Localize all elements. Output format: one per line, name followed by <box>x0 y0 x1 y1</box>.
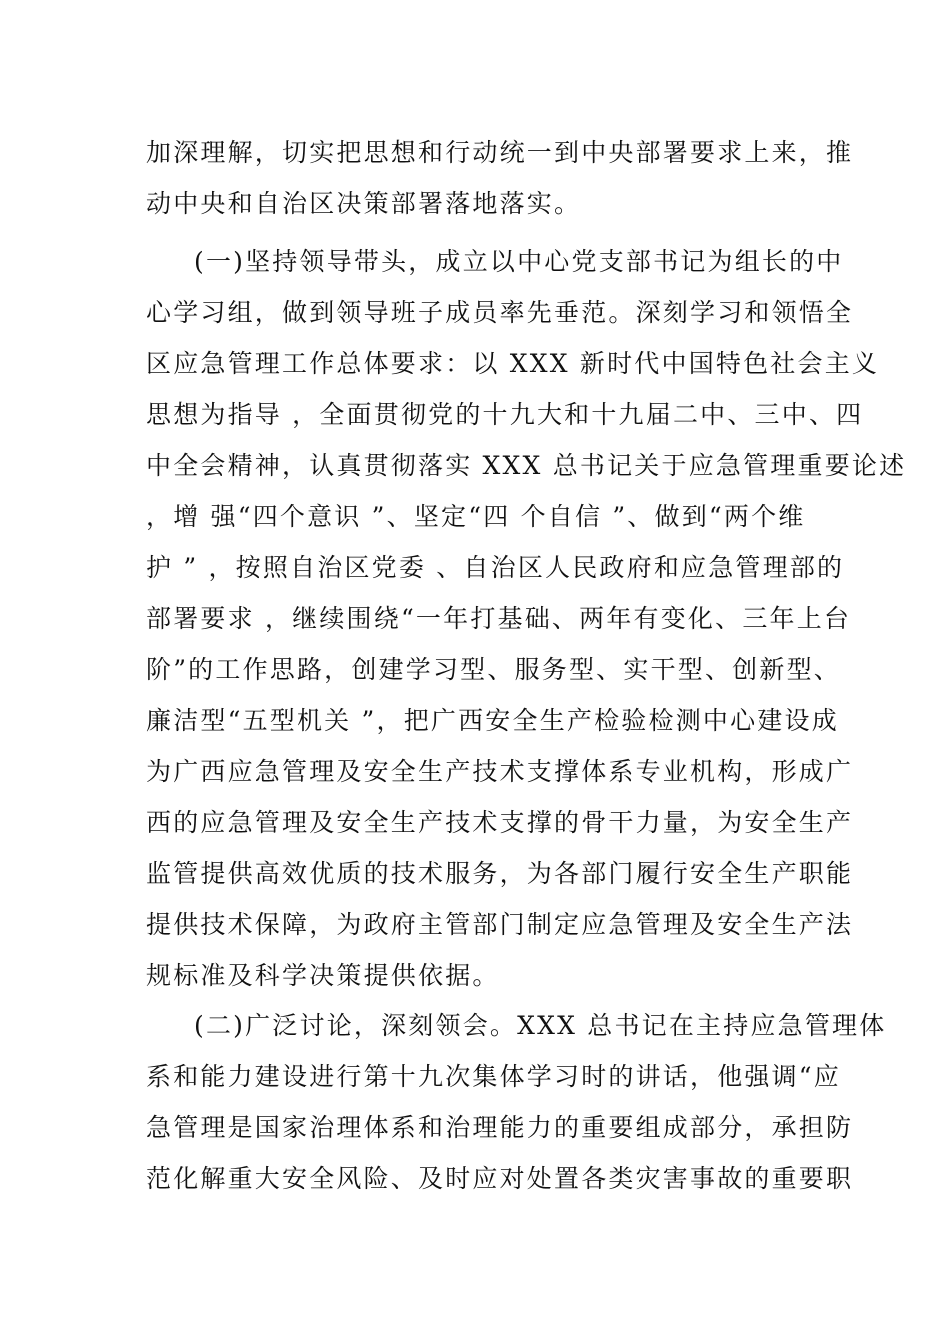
text-line: 提供技术保障，为政府主管部门制定应急管理及安全生产法 <box>146 910 854 939</box>
text-line: ，增 强“四个意识 ”、坚定“四 个自信 ”、做到“两个维 <box>146 502 806 531</box>
text-line: 部署要求 ，继续围绕“一年打基础、两年有变化、三年上台 <box>146 604 852 633</box>
text-line: 中全会精神，认真贯彻落实 XXX 总书记关于应急管理重要论述 <box>146 451 907 480</box>
text-line: 系和能力建设进行第十九次集体学习时的讲话，他强调“应 <box>146 1062 841 1091</box>
text-line: 心学习组，做到领导班子成员率先垂范。深刻学习和领悟全 <box>146 298 854 327</box>
text-line: 护 ” ，按照自治区党委 、自治区人民政府和应急管理部的 <box>146 553 845 582</box>
text-line: 范化解重大安全风险、及时应对处置各类灾害事故的重要职 <box>146 1164 854 1193</box>
text-line: 思想为指导 ，全面贯彻党的十九大和十九届二中、三中、四 <box>146 400 864 429</box>
text-line: 区应急管理工作总体要求：以 XXX 新时代中国特色社会主义 <box>146 349 880 378</box>
text-line: 廉洁型“五型机关 ”，把广西安全生产检验检测中心建设成 <box>146 706 839 735</box>
text-line: 监管提供高效优质的技术服务，为各部门履行安全生产职能 <box>146 859 854 888</box>
text-line: 为广西应急管理及安全生产技术支撑体系专业机构，形成广 <box>146 757 854 786</box>
text-line: 西的应急管理及安全生产技术支撑的骨干力量，为安全生产 <box>146 808 854 837</box>
text-line: 阶”的工作思路，创建学习型、服务型、实干型、创新型、 <box>146 655 841 684</box>
text-line: 动中央和自治区决策部署落地落实。 <box>146 189 582 218</box>
text-line: 急管理是国家治理体系和治理能力的重要组成部分，承担防 <box>146 1113 854 1142</box>
text-line: 加深理解，切实把思想和行动统一到中央部署要求上来，推 <box>146 138 854 167</box>
text-line: 规标准及科学决策提供依据。 <box>146 961 500 990</box>
text-line: (一)坚持领导带头，成立以中心党支部书记为组长的中 <box>194 247 844 276</box>
text-line: (二)广泛讨论，深刻领会。XXX 总书记在主持应急管理体 <box>194 1011 887 1040</box>
